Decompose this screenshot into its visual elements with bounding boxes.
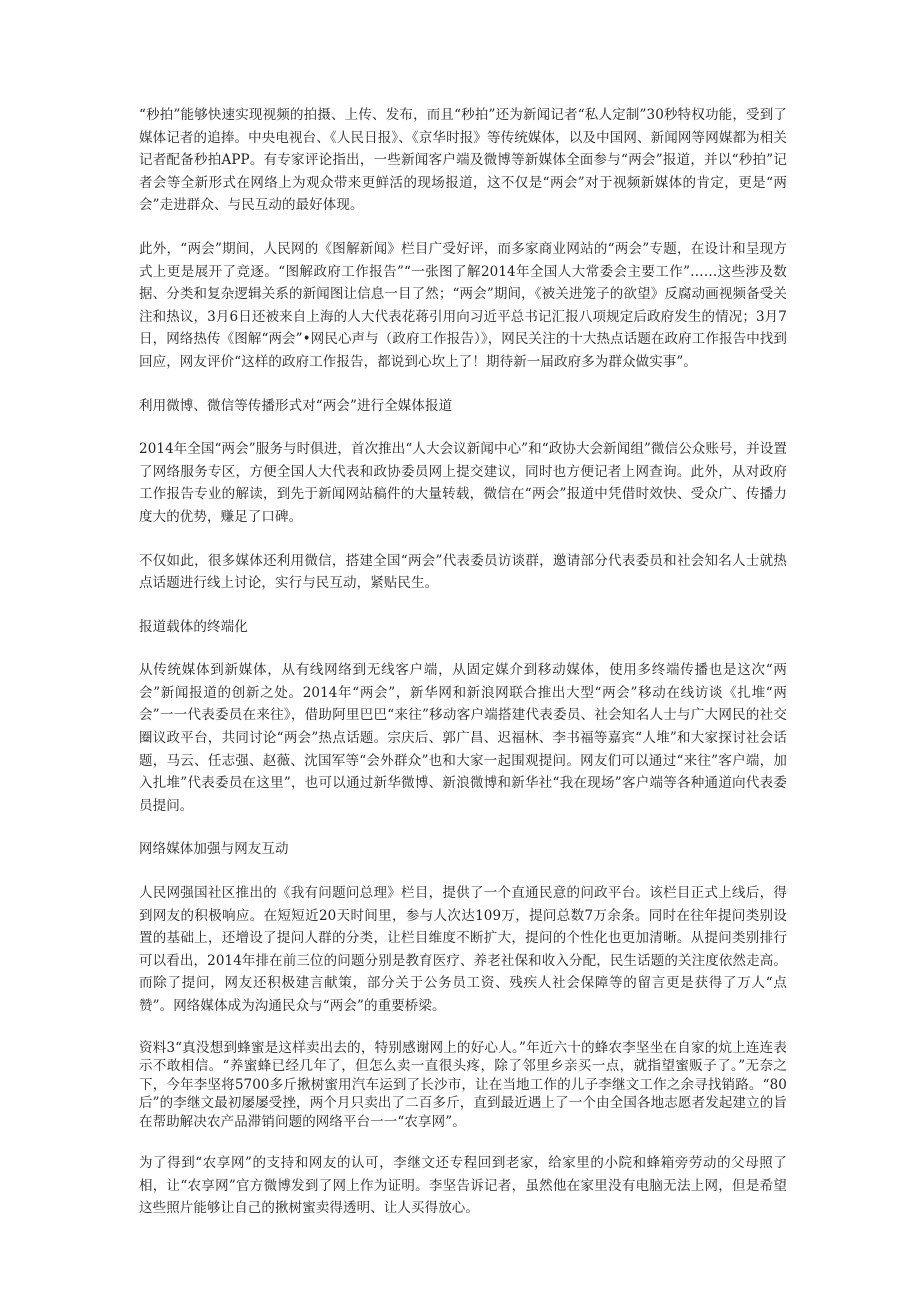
paragraph-weixin-accounts: 2014年全国“两会”服务与时俱进，首次推出“人大会议新闻中心”和“政协大会新闻组”微信公众账号，并设置了网络服务专区，方便全国人大代表和政协委员网上提交建议，同时也方便记者上网查询。此外，从对政府工作报告专业的解读，到先于新闻网站稿件的大量转载，微信在“两会”报道中凭借时效快、受众广、传播力度大的优势，赚足了口碑。 <box>139 441 787 525</box>
paragraph-infographics: 此外，“两会”期间，人民网的《图解新闻》栏目广受好评，而多家商业网站的“两会”专题，在设计和呈现方式上更是展开了竞逐。“图解政府工作报告”“一张图了解2014年全国人大常委会主要工作”……这些涉及数据、分类和复杂逻辑关系的新闻图让信息一目了然；“两会”期间，《被关进笼子的欲望》反腐动画视频备受关注和热议，3月6日还被来自上海的人大代表花蒋引用向习近平总书记汇报八项规定后政府发生的情况；3月7日，网络热传《图解“两会”•网民心声与（政府工作报告）》，网民关注的十大热点话题在政府工作报告中找到回应，网友评价“这样的政府工作报告，都说到心坎上了！期待新一届政府多为群众做实事”。 <box>139 240 787 370</box>
section-heading-weibo-weixin: 利用微博、微信等传播形式对“两会”进行全媒体报道 <box>139 397 453 414</box>
paragraph-nongxiang: 为了得到“农享网”的支持和网友的认可，李继文还专程回到老家，给家里的小院和蜂箱旁劳动的父母照了相，让“农享网”官方微博发到了网上作为证明。李坚告诉记者，虽然他在家里没有电脑无法上网，但是希望这些照片能够让自己的揪树蜜卖得透明、让人买得放心。 <box>139 1155 787 1217</box>
section-heading-interaction: 网络媒体加强与网友互动 <box>139 841 289 858</box>
paragraph-material-3: 资料3“真没想到蜂蜜是这样卖出去的，特别感谢网上的好心人。”年近六十的蜂农李坚坐在自家的炕上连连表示不敢相信。“养蜜蜂已经几年了，但怎么卖一直很头疼，除了邻里乡亲买一点，就指望蜜贩子了。”无奈之下，今年李坚将5700多斤揪树蜜用汽车运到了长沙市，让在当地工作的儿子李继文工作之余寻找销路。“80后”的李继文最初屡屡受挫，两个月只卖出了二百多斤，直到最近遇上了一个由全国各地志愿者发起建立的旨在帮助解决农产品滞销问题的网络平台一一“农享网”。 <box>139 1039 787 1130</box>
paragraph-weixin-groups: 不仅如此，很多媒体还利用微信，搭建全国“两会”代表委员访谈群，邀请部分代表委员和社会知名人士就热点话题进行线上讨论，实行与民互动，紧贴民生。 <box>139 552 787 592</box>
paragraph-multi-terminal: 从传统媒体到新媒体，从有线网络到无线客户端，从固定媒介到移动媒体，使用多终端传播也是这次“两会”新闻报道的创新之处。2014年“两会”，新华网和新浪网联合推出大型“两会”移动在线访谈《扎堆“两会”一一代表委员在来往》，借助阿里巴巴“来往”移动客户端搭建代表委员、社会知名人士与广大网民的社交圈议政平台，共同讨论“两会”热点话题。宗庆后、郭广昌、迟福林、李书福等嘉宾“人堆”和大家探讨社会话题，马云、任志强、赵薇、沈国军等“会外群众”也和大家一起围观提问。网友们可以通过“来往”客户端，加入扎堆”代表委员在这里”，也可以通过新华微博、新浪微博和新华社“我在现场”客户端等各种通道向代表委员提问。 <box>139 662 787 814</box>
document-body <box>139 104 787 1241</box>
paragraph-miaopai: “秒拍”能够快速实现视频的拍摄、上传、发布，而且“秒拍”还为新闻记者“私人定制”30秒特权功能，受到了媒体记者的追捧。中央电视台、《人民日报》、《京华时报》等传统媒体，以及中国网、新闻网等网媒都为相关记者配备秒拍APP。有专家评论指出，一些新闻客户端及微博等新媒体全面参与“两会”报道，并以“秒拍”记者会等全新形式在网络上为观众带来更鲜活的现场报道，这不仅是“两会”对于视频新媒体的肯定，更是“两会”走进群众、与民互动的最好体现。 <box>139 107 787 214</box>
paragraph-ask-premier: 人民网强国社区推出的《我有问题问总理》栏目，提供了一个直通民意的问政平台。该栏目正式上线后，得到网友的积极响应。在短短近20天时间里，参与人次达109万，提问总数7万余条。同时在往年提问类别设置的基础上，还增设了提问人群的分类，让栏目维度不断扩大，提问的个性化也更加清晰。从提问类别排行可以看出，2014年排在前三位的问题分别是教育医疗、养老社保和收入分配，民生话题的关注度依然走高。而除了提问，网友还积极建言献策，部分关于公务员工资、残疾人社会保障等的留言更是获得了万人“点赞”。网络媒体成为沟通民众与“两会”的重要桥梁。 <box>139 885 787 1014</box>
section-heading-terminals: 报道载体的终端化 <box>139 618 248 635</box>
